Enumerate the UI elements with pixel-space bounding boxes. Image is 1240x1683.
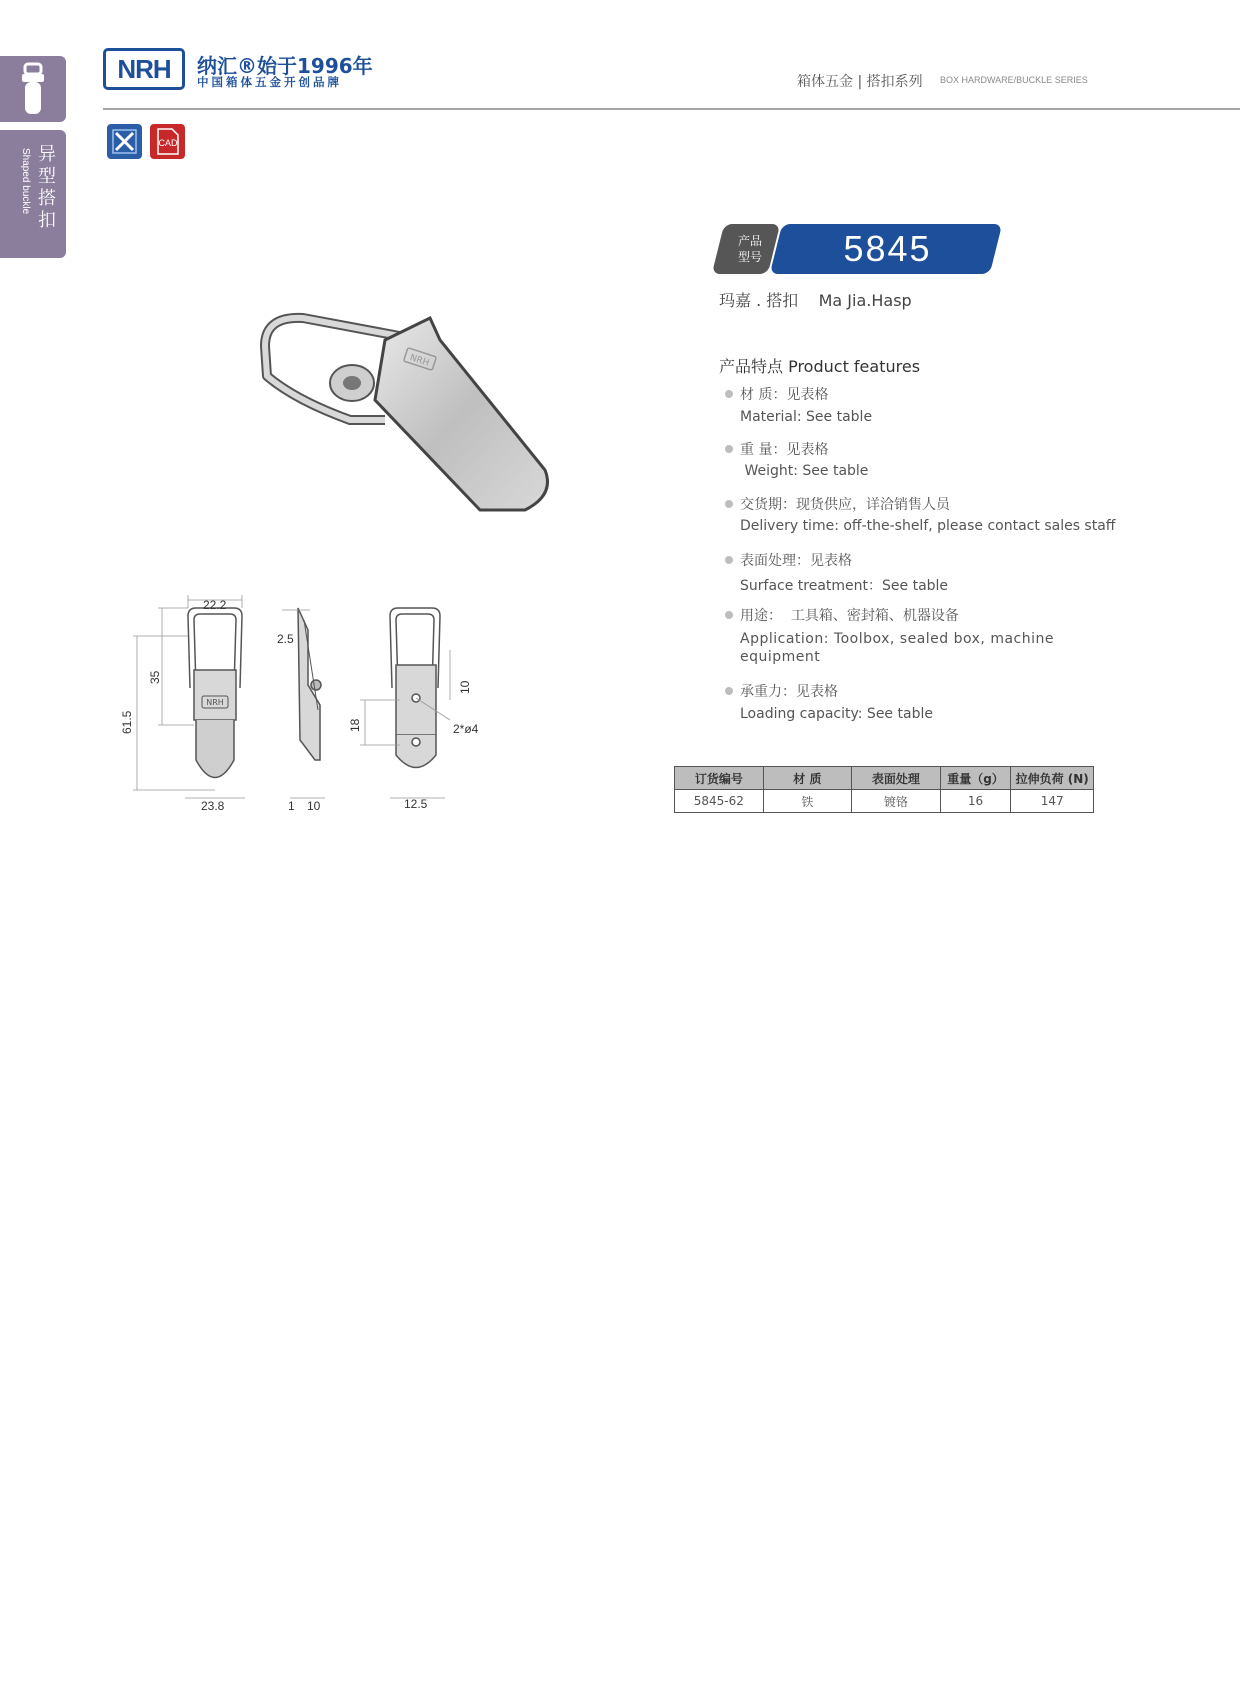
cad-download-icon[interactable] [150,124,185,159]
feature-loading-cn: 承重力：见表格 [740,684,838,700]
feature-application-en: Application: Toolbox, sealed box, machine equipment [740,631,1054,665]
cell-material: 铁 [763,790,851,813]
dim-side-width: 10 [307,799,321,813]
breadcrumb-en: BOX HARDWARE/BUCKLE SERIES [940,75,1088,85]
bullet-dot [725,556,733,564]
dim-front-hook-height: 35 [148,670,162,684]
feature-application-cn: 用途： 工具箱、密封箱、机器设备 [740,608,959,624]
front-view [188,608,242,778]
product-name: 玛嘉 . 搭扣 Ma Jia.Hasp [719,291,912,310]
model-number: 5845 [843,228,932,269]
cad-label: CAD [158,138,178,148]
feature-material-cn: 材 质：见表格 [740,387,829,403]
cad-file-icon [150,124,185,159]
feature-surface-cn: 表面处理：见表格 [740,553,852,569]
table-header-row [675,767,1094,790]
back-view [390,608,440,768]
model-tag-line1: 产品 [737,234,762,248]
bullet-dot [725,687,733,695]
header-divider [103,108,1240,110]
feature-loading-en: Loading capacity: See table [740,706,933,722]
plate-mark: NRH [408,353,431,369]
dim-back-width: 12.5 [404,797,428,811]
feature-weight-en: Weight: See table [740,463,869,479]
cell-weight: 16 [940,790,1011,813]
bullet-dot [725,611,733,619]
bullet-dot [725,390,733,398]
col-weight: 重量（g） [940,767,1011,790]
bullet-dot [725,500,733,508]
cell-tensile: 147 [1011,790,1094,813]
side-tab-icon [0,56,66,122]
dim-side-top-thickness: 2.5 [277,632,294,646]
side-view [298,608,321,760]
technical-drawing [110,590,500,820]
bullet-dot [725,445,733,453]
col-material: 材 质 [763,767,851,790]
3d-model-icon[interactable] [107,124,142,159]
front-plate-mark: NRH [206,698,224,707]
product-photo [255,280,615,540]
cell-surface: 镀铬 [852,790,940,813]
features-title: 产品特点 Product features [719,357,921,376]
dim-back-hole-height: 18 [348,718,362,732]
col-order-no: 订货编号 [675,767,764,790]
feature-surface-en: Surface treatment：See table [740,578,949,594]
model-tag-label [730,233,770,265]
brand-slogan: 中国箱体五金开创品牌 [197,75,342,89]
model-tag-line2: 型号 [737,250,762,264]
spec-table [674,766,1094,813]
dim-side-bottom-thickness: 1 [288,799,295,813]
dim-front-total-height: 61.5 [120,710,134,734]
col-surface: 表面处理 [852,767,940,790]
feature-material-en: Material: See table [740,409,873,425]
side-category-cn: 异型搭扣 [38,144,56,231]
feature-weight-cn: 重 量：见表格 [740,442,829,458]
table-row [675,790,1094,813]
brand-name: 纳汇®始于1996年 [197,54,373,78]
dim-back-hole-gap: 10 [458,680,472,694]
side-category-en: Shaped buckle [20,148,31,215]
feature-delivery-cn: 交货期：现货供应，详洽销售人员 [740,497,950,513]
dim-front-width-bottom: 23.8 [201,799,225,813]
brand-logo: NRH [103,48,185,90]
dim-front-width-top: 22.2 [203,598,227,612]
cell-order-no: 5845-62 [675,790,764,813]
feature-delivery-en: Delivery time: off-the-shelf, please contact sales staff [740,518,1116,534]
buckle-icon [0,56,66,122]
col-tensile: 拉伸负荷 (N) [1011,767,1094,790]
breadcrumb: 箱体五金 | 搭扣系列 [797,74,923,90]
dim-back-holes: 2*ø4 [453,722,479,736]
tools-icon [107,124,142,159]
